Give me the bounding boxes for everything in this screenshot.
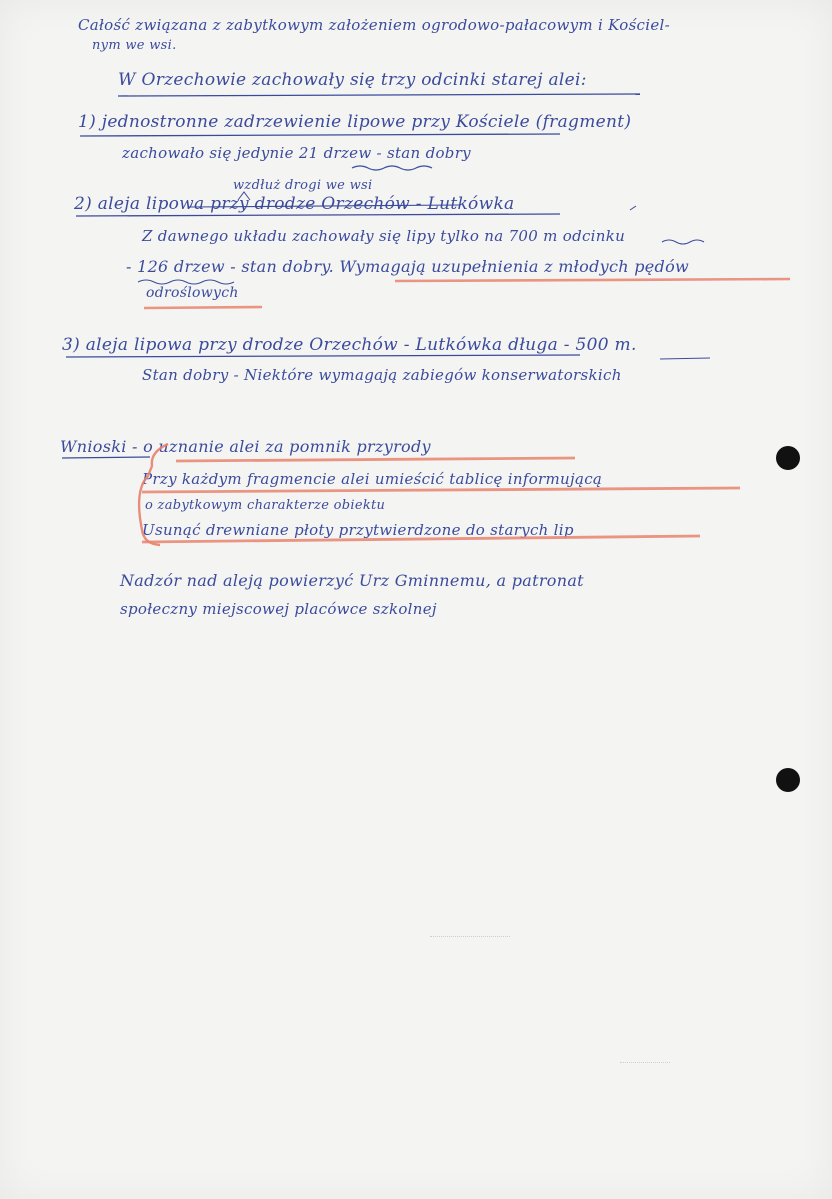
item-2-text-2: - 126 drzew - stan dobry. Wymagają uzupełnienia z młodych pędów xyxy=(126,257,690,276)
item-2-title: 2) aleja lipowa przy drodze Orzechów - Lutkówka xyxy=(74,194,515,214)
intro-line-2: nym we wsi. xyxy=(92,38,177,53)
supervision-line-2: społeczny miejscowej placówce szkolnej xyxy=(120,600,437,618)
item-2-700m-wavy xyxy=(662,240,704,244)
conclusion-point-3: Usunąć drewniane płoty przytwierdzone do starych lip xyxy=(142,521,574,539)
faint-mark xyxy=(630,206,636,210)
punch-hole-top xyxy=(776,446,800,470)
item-1-title: 1) jednostronne zadrzewienie lipowe przy Kościele (fragment) xyxy=(78,112,632,132)
item-2-text-1: Z dawnego układu zachowały się lipy tylko na 700 m odcinku xyxy=(142,227,626,245)
item-3-underline xyxy=(66,355,580,357)
bleed-through-mark xyxy=(430,936,510,943)
item-1-text: zachowało się jedynie 21 drzew - stan dobry xyxy=(122,144,471,162)
intro-line-1: Całość związana z zabytkowym założeniem ogrodowo-pałacowym i Kościel- xyxy=(78,16,671,34)
item-1-underline xyxy=(80,134,560,136)
item-2-126-wavy xyxy=(138,280,234,284)
item-1-wavy-underline xyxy=(352,166,432,170)
punch-hole-bottom xyxy=(776,768,800,792)
item-2-red-underline-1 xyxy=(395,279,790,281)
supervision-line-1: Nadzór nad aleją powierzyć Urz Gminnemu, a patronat xyxy=(120,571,584,590)
conclusion-point-1-red-underline xyxy=(142,488,740,492)
conclusions-main-red-underline xyxy=(176,458,575,461)
heading-underline xyxy=(118,94,640,96)
conclusion-point-1: Przy każdym fragmencie alei umieścić tablicę informującą xyxy=(142,470,603,488)
bleed-through-mark xyxy=(620,1062,670,1068)
item-2-red-underline-2 xyxy=(144,307,262,308)
item-3-title: 3) aleja lipowa przy drodze Orzechów - Lutkówka długa - 500 m. xyxy=(62,335,637,355)
item-3-text: Stan dobry - Niektóre wymagają zabiegów konserwatorskich xyxy=(142,366,622,384)
conclusions-line xyxy=(60,437,431,456)
item-2-insertion: wzdłuż drogi we wsi xyxy=(233,178,373,193)
section-heading: W Orzechowie zachowały się trzy odcinki starej alei: xyxy=(118,70,587,90)
item-2-underline xyxy=(76,214,560,216)
conclusion-point-2: o zabytkowym charakterze obiektu xyxy=(145,498,386,513)
conclusions-label-underline xyxy=(62,457,150,458)
conclusions-label: Wnioski - xyxy=(60,437,138,456)
conclusions-main: o uznanie alei za pomnik przyrody xyxy=(143,437,431,456)
item-3-length-underline xyxy=(660,358,710,359)
item-2-text-3: odroślowych xyxy=(146,285,239,301)
